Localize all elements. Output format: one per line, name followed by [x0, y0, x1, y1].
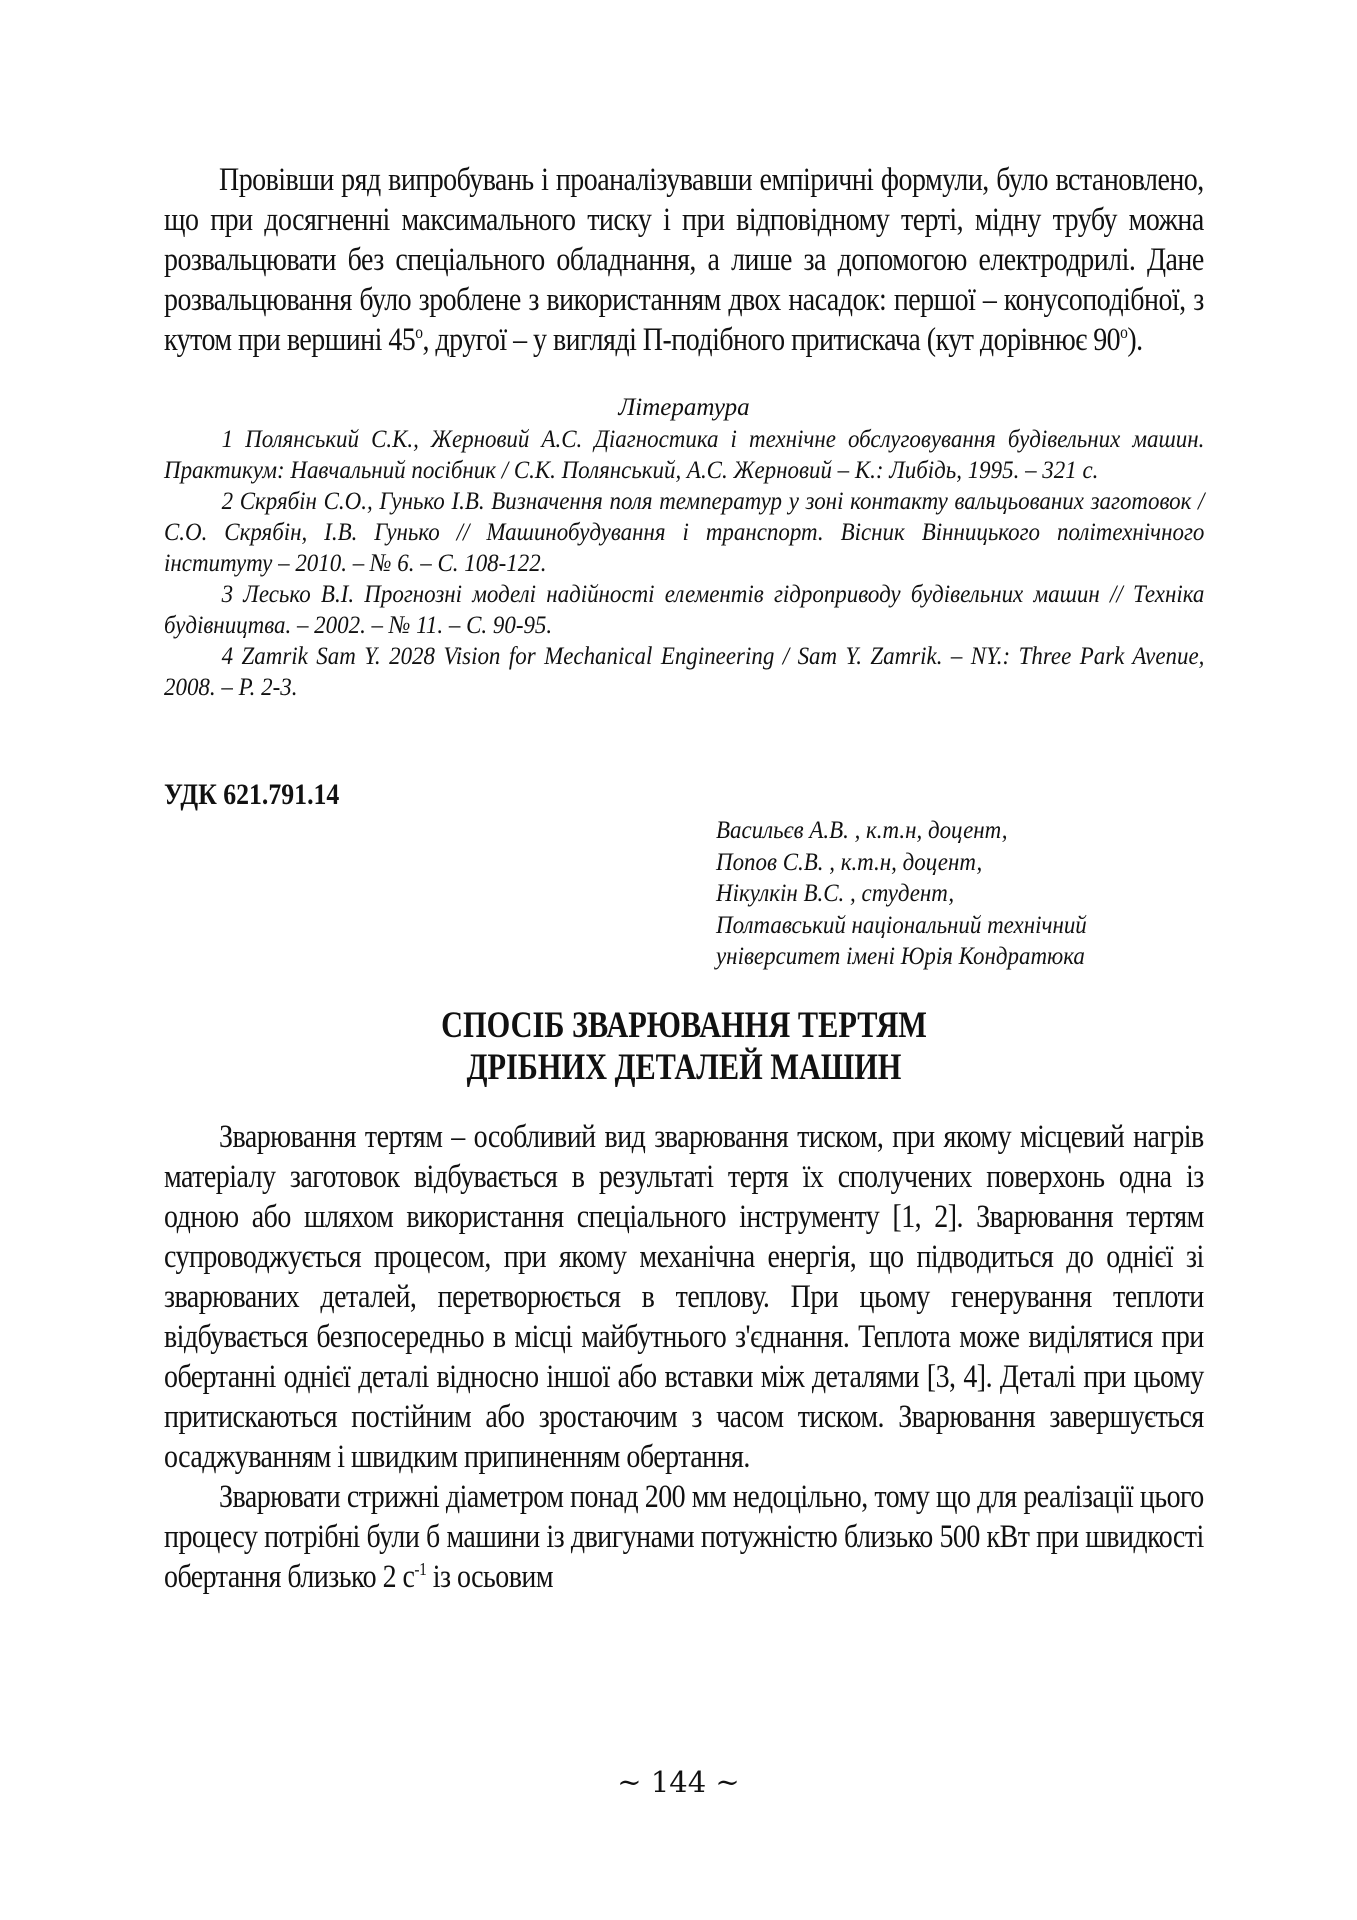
- intro-text-1: Провівши ряд випробувань і проаналізувавши емпіричні формули, було встановлено, що при досягненні максимального тиску і при відповідному терті, мідну трубу можна розвальцювати без спеціального обладнання, а лише за допомогою електродрилі. Дане розвальцювання було зроблене з використанням двох насадок: першої – конусоподібної, з кутом при вершині 45: [164, 162, 1204, 358]
- intro-text-3: ).: [1127, 322, 1143, 358]
- intro-text-2: , другої – у вигляді П-подібного притискача (кут дорівнює 90: [422, 322, 1121, 358]
- udk-code: УДК 621.791.14: [164, 778, 340, 811]
- reference-item: 3 Лесько В.І. Прогнозні моделі надійності елементів гідроприводу будівельних машин // Техніка будівництва. – 2002. – № 11. – С. 90-95.: [164, 579, 1205, 639]
- body-paragraph-2-tail: із осьовим: [426, 1558, 554, 1595]
- affiliation-line: університет імені Юрія Кондратюка: [716, 941, 1085, 970]
- reference-item: 1 Полянський С.К., Жерновий А.С. Діагностика і технічне обслуговування будівельних машин. Практикум: Навчальний посібник / С.К. Полянський, А.С. Жерновий – К.: Либідь, 1995. – 321 с.: [164, 424, 1205, 484]
- author-line: Нікулкін В.С. , студент,: [716, 878, 955, 907]
- intro-paragraph: [164, 160, 1204, 360]
- title-line-2: ДРІБНИХ ДЕТАЛЕЙ МАШИН: [466, 1046, 902, 1088]
- references-section: [164, 393, 1204, 702]
- authors-block: [716, 814, 1204, 972]
- affiliation-line: Полтавський національний технічний: [716, 909, 1087, 939]
- body-paragraph-1: Зварювання тертям – особливий вид зварювання тиском, при якому місцевий нагрів матеріалу заготовок відбувається в результаті тертя їх сполучених поверхонь одна із одною або шляхом використання спеціального інструменту [1, 2]. Зварювання тертям супроводжується процесом, при якому механічна енергія, що підводиться до однієї зі зварюваних деталей, перетворюється в теплову. При цьому генерування теплоти відбувається безпосередньо в місці майбутнього з'єднання. Теплота може виділятися при обертанні однієї деталі відносно іншої або вставки між деталями [3, 4]. Деталі при цьому притискаються постійним або зростаючим з часом тиском. Зварювання завершується осаджуванням і швидким припиненням обертання.: [164, 1118, 1204, 1475]
- reference-item: 2 Скрябін С.О., Гунько І.В. Визначення поля температур у зоні контакту вальцьованих заготовок / С.О. Скрябін, І.В. Гунько // Машинобудування і транспорт. Вісник Вінницького політехнічного інституту – 2010. – № 6. – С. 108-122.: [164, 486, 1205, 577]
- page-content: [164, 160, 1204, 1597]
- reference-item: 4 Zamrik Sam Y. 2028 Vision for Mechanical Engineering / Sam Y. Zamrik. – NY.: Three Park Avenue, 2008. – P. 2-3.: [164, 641, 1205, 701]
- author-line: Попов С.В. , к.т.н, доцент,: [716, 846, 983, 876]
- body-paragraph-2-text: Зварювати стрижні діаметром понад 200 мм недоцільно, тому що для реалізації цього процесу потрібні були б машини із двигунами потужністю близько 500 кВт при швидкості обертання близько 2 с: [164, 1478, 1204, 1595]
- article-title: [164, 1005, 1204, 1089]
- exponent-sup: -1: [414, 1558, 427, 1579]
- body-paragraph-2: [164, 1477, 1204, 1597]
- degree-sup-1: o: [415, 322, 423, 342]
- page-number: ~ 144 ~: [617, 1765, 740, 1799]
- title-line-1: СПОСІБ ЗВАРЮВАННЯ ТЕРТЯМ: [441, 1004, 927, 1046]
- author-line: Васильєв А.В. , к.т.н, доцент,: [716, 815, 1008, 844]
- degree-sup-2: o: [1120, 322, 1128, 342]
- references-heading: Література: [618, 394, 750, 421]
